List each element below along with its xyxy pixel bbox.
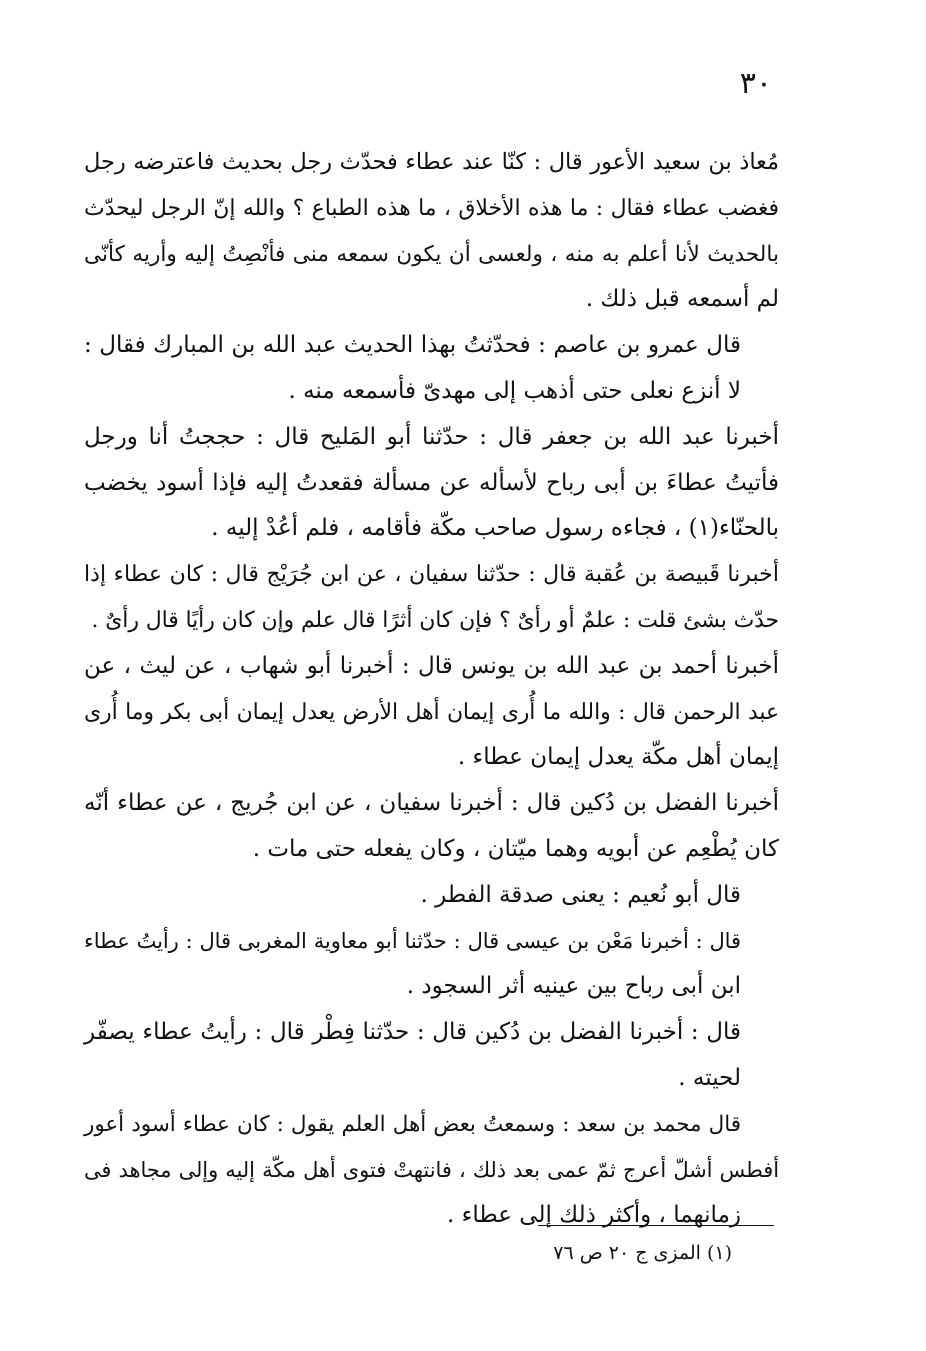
- paragraph: [84, 873, 779, 919]
- paragraph: [84, 781, 779, 873]
- paragraph: [84, 919, 779, 1011]
- text-line: لا أنزع نعلى حتى أذهب إلى مهدىّ فأسمعه منه .: [288, 377, 741, 404]
- text-line: حدّث بشئ قلت : علمٌ أو رأىٌ ؟ فإن كان أثرًا قال علم وإن كان رأيًا قال رأىٌ .: [91, 607, 779, 633]
- text-line: لم أسمعه قبل ذلك .: [585, 286, 779, 313]
- text-line: أفطس أشلّ أعرج ثمّ عمى بعد ذلك ، فانتهتْ فتوى أهل مكّة إليه وإلى مجاهد فى: [84, 1157, 779, 1182]
- text-line: أخبرنا أحمد بن عبد الله بن يونس قال : أخبرنا أبو شهاب ، عن ليث ، عن: [84, 652, 779, 679]
- footnote: (١) المزى ج ٢٠ ص ٧٦: [553, 1242, 732, 1264]
- text-line: قال : أخبرنا الفضل بن دُكين قال : حدّثنا فِطْر قال : رأيتُ عطاء يصفّر: [84, 1019, 741, 1046]
- paragraph: [84, 415, 779, 552]
- paragraph: [84, 1102, 779, 1239]
- text-line: زمانهما ، وأكثر ذلك إلى عطاء .: [446, 1202, 741, 1229]
- text-line: مُعاذ بن سعيد الأعور قال : كنّا عند عطاء فحدّث رجل بحديث فاعترضه رجل: [84, 149, 779, 175]
- text-line: كان يُطْعِم عن أبويه وهما ميّتان ، وكان يفعله حتى مات .: [252, 835, 779, 862]
- paragraph: [84, 1010, 779, 1102]
- text-line: ابن أبى رباح بين عينيه أثر السجود .: [406, 973, 741, 1000]
- paragraph: [84, 552, 779, 644]
- text-line: بالحنّاء(١) ، فجاءه رسول صاحب مكّة فأقامه ، فلم أعُدْ إليه .: [211, 515, 779, 542]
- page-number: ٣٠: [739, 66, 772, 101]
- text-line: فأتيتُ عطاءَ بن أبى رباح لأسأله عن مسألة فقعدتُ إليه فإذا أسود يخضب: [84, 469, 779, 496]
- text-line: إيمان أهل مكّة يعدل إيمان عطاء .: [457, 744, 779, 771]
- text-line: قال : أخبرنا مَعْن بن عيسى قال : حدّثنا أبو معاوية المغربى قال : رأيتُ عطاء: [84, 928, 741, 953]
- text-line: قال محمد بن سعد : وسمعتُ بعض أهل العلم يقول : كان عطاء أسود أعور: [84, 1111, 741, 1137]
- text-line: أخبرنا عبد الله بن جعفر قال : حدّثنا أبو المَليح قال : حججتُ أنا ورجل: [84, 423, 779, 450]
- paragraph: [84, 323, 779, 415]
- main-text: [84, 140, 779, 1239]
- footnote-divider: [538, 1225, 774, 1226]
- paragraph: [84, 140, 779, 323]
- text-line: فغضب عطاء فقال : ما هذه الأخلاق ، ما هذه الطباع ؟ والله إنّ الرجل ليحدّث: [84, 195, 779, 221]
- text-line: لحيته .: [678, 1064, 741, 1091]
- text-line: أخبرنا الفضل بن دُكين قال : أخبرنا سفيان ، عن ابن جُريج ، عن عطاء أنّه: [84, 790, 779, 817]
- text-line: قال عمرو بن عاصم : فحدّثتُ بهذا الحديث عبد الله بن المبارك فقال :: [84, 332, 741, 359]
- text-line: عبد الرحمن قال : والله ما أُرى إيمان أهل الأرض يعدل إيمان أبى بكر وما أُرى: [84, 699, 779, 725]
- text-line: قال أبو نُعيم : يعنى صدقة الفطر .: [420, 881, 741, 908]
- paragraph: [84, 644, 779, 781]
- text-line: بالحديث لأنا أعلم به منه ، ولعسى أن يكون سمعه منى فأنْصِتُ إليه وأريه كأنّى: [84, 241, 779, 267]
- text-line: أخبرنا قَبيصة بن عُقبة قال : حدّثنا سفيان ، عن ابن جُرَيْج قال : كان عطاء إذا: [84, 561, 779, 588]
